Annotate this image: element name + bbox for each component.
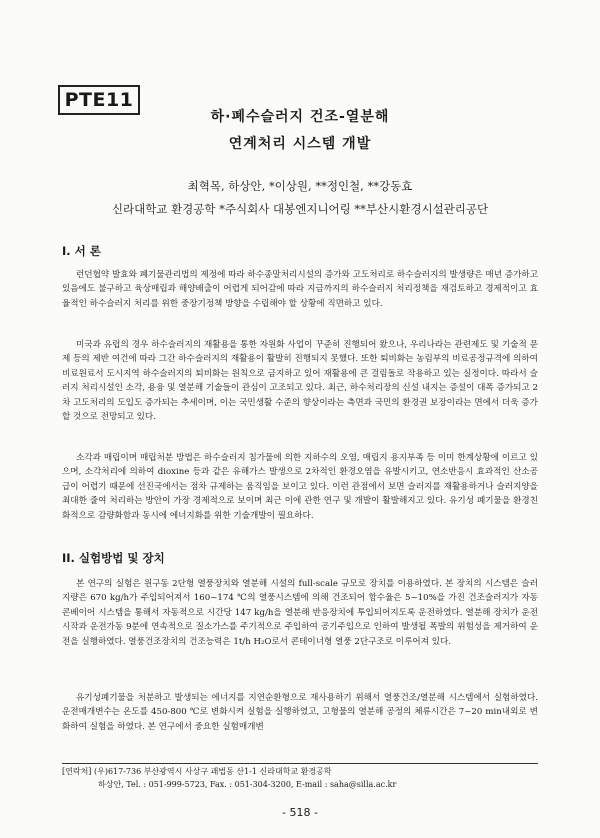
- footnote-divider: [62, 763, 538, 764]
- paper-title-line2: 연계처리 시스템 개발: [228, 136, 372, 152]
- section-heading-methods: II. 실험방법 및 장치: [62, 551, 165, 565]
- section-heading-introduction: I. 서 론: [62, 244, 101, 258]
- paper-code-label: PTE11: [58, 85, 140, 115]
- paragraph: 본 연구의 실험은 원구동 2단형 열풍장치와 열분해 시설의 full-scale 규모로 장치를 이용하였다. 본 장치의 시스템은 슬러지량은 670 kg/h가 주입되어져서 160~174 ℃의 열풍시스템에 의해 건조되어 함수율은 5~10%을 가진 건조슬러지가 자동콘베이어 시스템을 통해서 자동적으로 시간당 147 kg/h을 열분해 반응장치에 투입되어지도록 운전하였다. 열분해 장치가 운전시작과 운전가동 9분에 연속적으로 질소가스를 주기적으로 주입하여 공기주입으로 인하여 발생될 폭발의 위험성을 제거하여 운전을 실행하였다. 열풍건조장치의 건조능력은 1t/h H₂O로서 콘테이너형 열풍 2단구조로 이루어져 있다.: [62, 579, 538, 647]
- contact-footnote-line1: [연락처] (우)617-736 부산광역시 사상구 괘법동 산1-1 신라대학교 환경공학: [62, 767, 332, 776]
- page-number: - 518 -: [282, 806, 318, 819]
- contact-footnote-line2: 하상안, Tel. : 051-999-5723, Fax. : 051-304-3200, E-mail : saha@silla.ac.kr: [98, 780, 397, 789]
- author-list: 최혁목, 하상안, *이상원, **정인철, **강동효: [187, 179, 413, 193]
- paragraph: 런던협약 발효와 폐기물관리법의 제정에 따라 하수종말처리시설의 증가와 고도처리로 하수슬러지의 발생량은 매년 증가하고 있음에도 불구하고 육상매립과 해양배출이 어렵게 되어감에 따라 지금까지의 하수슬러지 처리정책을 재검토하고 경제적이고 효율적인 하수슬러지 처리를 위한 중장기정책 방향을 수립해야 할 상황에 직면하고 있다.: [62, 270, 538, 309]
- paragraph: 미국과 유럽의 경우 하수슬러지의 재활용을 통한 자원화 사업이 꾸준히 진행되어 왔으나, 우리나라는 관련제도 및 기술적 문제 등의 제반 여건에 따라 그간 하수슬러지의 재활용이 활발히 진행되지 못했다. 또한 퇴비화는 농림부의 비료공정규격에 의하여 비료원료서 도시지역 하수슬러지의 퇴비화는 원칙으로 금지하고 있어 재활용에 큰 걸림돌로 작용하고 있는 실정이다. 따라서 슬러지 처리시설인 소각, 용융 및 열분해 기술들이 관심이 고조되고 있다. 최근, 하수처리장의 신설 내지는 증설이 대폭 증가되고 2차 고도처리의 도입도 증가되는 추세이며, 이는 국민생활 수준의 향상이라는 측면과 국민의 환경권 보장이라는 면에서 더욱 증가할 것으로 전망되고 있다.: [62, 340, 538, 423]
- paragraph: 유기성폐기물을 처분하고 발생되는 에너지를 지연순환형으로 재사용하기 위해서 열풍건조/열분해 시스템에서 실험하였다. 운전매개변수는 온도를 450-800 ℃로 변화시켜 실험을 실행하였고, 고형물의 열분해 공정의 체류시간은 7~20 min내외로 변화하여 실험을 하였다. 본 연구에서 중요한 실험매개변: [62, 693, 538, 732]
- paper-title-line1: 하·폐수슬러지 건조-열분해: [210, 109, 390, 125]
- affiliation-list: 신라대학교 환경공학 *주식회사 대봉엔지니어링 **부산시환경시설관리공단: [111, 202, 489, 216]
- paragraph: 소각과 매립이며 매립처분 방법은 하수슬러지 침가물에 의한 지하수의 오염, 매립지 용지부족 등 이미 한계상황에 이르고 있으며, 소각처리에 의하여 dioxine 등과 같은 유해가스 발생으로 2차적인 환경오염을 유발시키고, 연소반응시 효과적인 산소공급이 어렵기 때문에 선진국에서는 점차 규제하는 움직임을 보이고 있다. 이런 관점에서 보면 슬러지를 재활용하거나 슬러지양을 최대한 줄여 처리하는 방안이 가장 경제적으로 보이며 최근 이에 관한 연구 및 개발이 활발해지고 있다. 유기성 폐기물을 환경친화적으로 감량화함과 동시에 에너지화를 위한 기술개발이 필요하다.: [62, 453, 538, 521]
